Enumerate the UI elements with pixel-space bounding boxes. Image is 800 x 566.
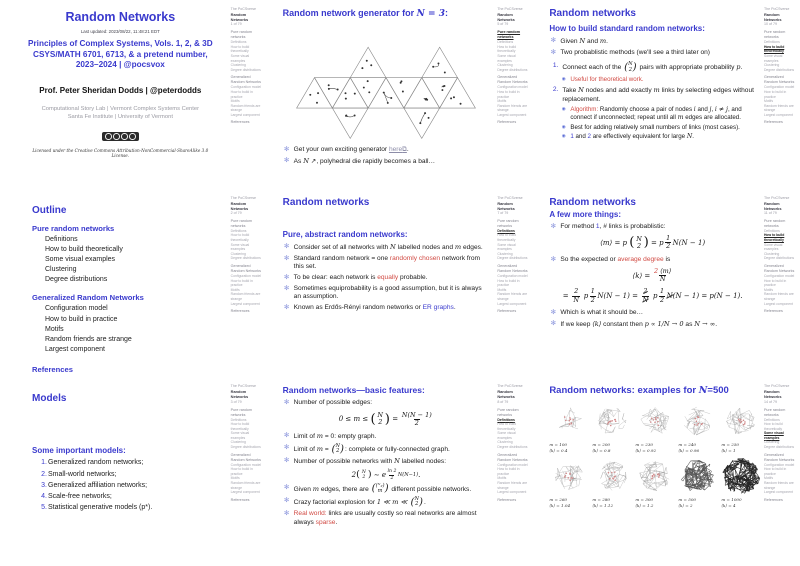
network-examples-grid: [549, 401, 758, 507]
slide-heading: Random network generator for N = 3:: [282, 8, 448, 19]
list-item-text: Connect each of the ( N 2 ) pairs with appropriate probability p.: [562, 61, 743, 73]
sidebar-nav-item[interactable]: Some visual examples: [497, 431, 516, 440]
bullet-text: Two probablistic methods (we'll see a third later on): [560, 48, 710, 56]
sidebar-nav-item[interactable]: Configuration model: [230, 462, 262, 467]
model-item[interactable]: Small-world networks;: [48, 470, 117, 478]
flower-bullet-icon: ✻: [283, 483, 290, 491]
sidebar-nav-item[interactable]: Configuration model: [497, 462, 528, 467]
sidebar-nav-item[interactable]: Degree distributions: [230, 67, 261, 72]
equation-mean-links: ⟨m⟩ = p ( N 2 ) = p $\frac{1}{2}$ N(N − 1): [600, 234, 706, 251]
sidebar-nav-item[interactable]: How to build in practice: [497, 89, 520, 99]
sidebar-nav-item[interactable]: Motifs: [763, 476, 774, 481]
bullet-text: Which is what it should be…: [560, 308, 644, 316]
thumb-label-k: ⟨k⟩ = 0.92: [635, 448, 657, 454]
sidebar-page-number: 10 of 79: [763, 22, 777, 27]
sidebar-section[interactable]: References: [230, 497, 250, 502]
list-number: 2.: [41, 470, 47, 478]
slide-subheading: A few more things:: [549, 209, 622, 219]
sidebar-nav-item[interactable]: Some visual examples: [230, 431, 250, 440]
sidebar-page-number: 5 of 79: [497, 22, 509, 27]
sidebar-page-number: 14 of 79: [763, 399, 777, 404]
flower-bullet-icon: ✻: [283, 496, 290, 504]
sidebar-nav-item[interactable]: How to build theoretically: [763, 233, 785, 243]
course-line-2: CSYS/MATH 6701, 6713, & a pretend number,: [33, 49, 208, 59]
list-number: 4.: [41, 492, 47, 500]
model-item[interactable]: Scale-free networks;: [48, 492, 112, 500]
sidebar-section[interactable]: Generalized Random Networks: [230, 452, 261, 462]
thumb-label-k: ⟨k⟩ = 4: [721, 502, 736, 508]
cc-license-badge-icon[interactable]: [102, 132, 139, 142]
sidebar-nav-item[interactable]: How to build theoretically: [230, 233, 250, 243]
slide-definitions: [267, 189, 534, 378]
sidebar-nav-item[interactable]: Definitions: [497, 40, 514, 45]
sidebar-section[interactable]: Pure random networks: [230, 407, 252, 417]
sidebar-nav-item[interactable]: How to build in practice: [497, 278, 520, 288]
bullet-text: Given m edges, there are ( (ᴺ₂) m ) different possible networks.: [293, 482, 472, 495]
outline-item[interactable]: Largest component: [45, 345, 105, 353]
flower-bullet-icon: ✻: [550, 48, 557, 56]
sidebar-brand: The PoCSverse: [497, 384, 523, 389]
sidebar-nav-item[interactable]: Configuration model: [763, 273, 795, 278]
sidebar-nav-item[interactable]: Degree distributions: [230, 445, 261, 450]
sidebar-nav-item[interactable]: Clustering: [230, 440, 246, 445]
sidebar-nav-item[interactable]: Clustering: [497, 63, 513, 68]
sidebar-nav-item[interactable]: Degree distributions: [230, 256, 261, 261]
sidebar-deck-title: Random Networks: [230, 200, 249, 211]
sidebar-nav-item[interactable]: Degree distributions: [763, 256, 795, 261]
slide-heading: Random networks: [549, 8, 636, 19]
sidebar-nav-item[interactable]: Motifs: [497, 99, 507, 104]
sidebar-nav-item[interactable]: Configuration model: [230, 273, 262, 278]
sidebar-nav-item[interactable]: How to build theoretically: [763, 422, 783, 431]
sidebar-nav-item[interactable]: How to build in practice: [230, 467, 253, 476]
bullet-text: To be clear: each network is equally probable.: [293, 273, 428, 281]
sidebar-nav-item[interactable]: Clustering: [763, 440, 780, 445]
sidebar-nav-item[interactable]: How to build in practice: [230, 89, 253, 99]
sidebar-nav-item[interactable]: Some visual examples: [230, 242, 250, 252]
author: Prof. Peter Sheridan Dodds | @peterdodds: [39, 85, 202, 95]
network-thumbnail: [721, 401, 761, 453]
sidebar-nav-item[interactable]: Motifs: [230, 287, 240, 292]
sidebar-section[interactable]: Pure random networks: [497, 30, 521, 40]
sidebar-section[interactable]: References: [497, 497, 517, 502]
bullet-text: Given N and m.: [560, 37, 608, 45]
sub-bullet-text: Best for adding relatively small numbers of links (most cases).: [570, 123, 740, 131]
slide-heading: Random networks—basic features:: [282, 385, 425, 396]
nav-sidebar: [764, 7, 797, 125]
sidebar-page-number: 2 of 79: [230, 211, 242, 216]
slide-how-to-build: [533, 0, 800, 189]
sidebar-nav-item[interactable]: Random friends are strange: [497, 481, 528, 490]
sidebar-section[interactable]: Generalized Random Networks: [497, 264, 528, 273]
affiliation-line-2: Santa Fe Institute | University of Vermont: [67, 113, 173, 120]
sidebar-nav-item[interactable]: Definitions: [230, 40, 247, 45]
nav-sidebar: [231, 196, 264, 314]
sub-bullet-text: Useful for theoretical work.: [570, 75, 644, 83]
outline-item[interactable]: How to build in practice: [45, 315, 118, 323]
sidebar-nav-item[interactable]: Motifs: [763, 99, 774, 104]
network-thumbnail: [678, 401, 718, 453]
sub-bullet-icon: ◉: [561, 75, 566, 81]
sidebar-nav-item[interactable]: Clustering: [497, 440, 513, 445]
thumb-label-m: m = 240: [678, 442, 697, 448]
sidebar-nav-item[interactable]: How to build theoretically: [230, 44, 250, 54]
course-line-3: 2023–2024 | @pocsvox: [75, 60, 165, 70]
sidebar-brand: The PoCSverse: [497, 195, 523, 200]
outline-item[interactable]: Some visual examples: [45, 255, 116, 263]
sidebar-nav-item[interactable]: Definitions: [497, 228, 515, 233]
thumb-label-k: ⟨k⟩ = 1.04: [549, 502, 571, 508]
sidebar-nav-item[interactable]: How to build theoretically: [763, 44, 785, 54]
flower-bullet-icon: ✻: [283, 273, 290, 281]
flower-bullet-icon: ✻: [550, 37, 557, 44]
flower-bullet-icon: ✻: [283, 304, 290, 312]
sidebar-deck-title: Random Networks: [497, 389, 515, 400]
thumb-label-k: ⟨k⟩ = 2: [678, 502, 693, 508]
sidebar-page-number: 11 of 79: [763, 211, 777, 216]
bullet-text[interactable]: Get your own exciting generator here⧉.: [293, 146, 409, 153]
thumb-label-m: m = 300: [635, 496, 654, 502]
thumb-label-m: m = 1000: [721, 496, 742, 502]
thumb-label-k: ⟨k⟩ = 1.2: [635, 502, 654, 508]
model-item[interactable]: Generalized random networks;: [48, 459, 144, 467]
flower-bullet-icon: ✻: [283, 510, 290, 518]
sidebar-deck-title: Random Networks: [763, 200, 782, 211]
list-number: 1.: [41, 459, 47, 467]
bullet-text: Number of possible edges:: [293, 399, 373, 407]
sidebar-nav-item[interactable]: Configuration model: [230, 85, 262, 90]
slide-heading: Random networks: [282, 196, 370, 208]
network-thumbnail: [721, 456, 761, 508]
sidebar-section[interactable]: References: [230, 120, 250, 125]
sidebar-nav-item[interactable]: Largest component: [763, 112, 793, 117]
slide-heading: Outline: [32, 204, 67, 216]
list-number: 2.: [552, 86, 559, 94]
network-thumbnail: [635, 456, 675, 508]
sidebar-nav-item[interactable]: How to build in practice: [763, 278, 787, 288]
equation-possible-networks: 2 ( N 2 ) ∼ e $\frac{\ln 2}{2}$ N(N−1) .: [351, 468, 421, 481]
sidebar-nav-item[interactable]: Motifs: [230, 476, 240, 481]
bullet-text: Limit of m = 0: empty graph.: [293, 432, 377, 441]
sidebar-nav-item[interactable]: Largest component: [230, 490, 260, 495]
outline-item[interactable]: Random friends are strange: [45, 335, 132, 343]
sidebar-nav-item[interactable]: How to build theoretically: [230, 422, 250, 431]
sidebar-section[interactable]: References: [763, 120, 783, 125]
icosahedron-die-net-figure: [284, 24, 488, 142]
flower-bullet-icon: ✻: [283, 399, 290, 407]
sidebar-section[interactable]: Pure random networks: [763, 407, 786, 417]
network-thumbnail: [635, 401, 675, 453]
sidebar-section[interactable]: References: [497, 120, 517, 125]
flower-bullet-icon: ✻: [283, 444, 290, 452]
sidebar-nav-item[interactable]: Clustering: [497, 251, 513, 256]
slide-few-more-things: [533, 189, 800, 378]
sidebar-brand: The PoCSverse: [763, 384, 790, 389]
outline-item[interactable]: How to build theoretically: [45, 245, 123, 253]
sidebar-section[interactable]: Generalized Random Networks: [763, 264, 795, 273]
sidebar-nav-item[interactable]: Random friends are strange: [497, 103, 528, 113]
sidebar-section[interactable]: References: [763, 309, 783, 314]
bullet-text: Number of possible networks with N labelled nodes:: [293, 457, 447, 466]
outline-section[interactable]: Generalized Random Networks: [32, 293, 144, 303]
deck-title: Random Networks: [65, 10, 176, 24]
flower-bullet-icon: ✻: [550, 222, 557, 230]
sidebar-page-number: 8 of 79: [497, 399, 509, 404]
flower-bullet-icon: ✻: [283, 457, 290, 465]
thumb-label-m: m = 250: [721, 442, 740, 448]
sidebar-brand: The PoCSverse: [497, 7, 523, 11]
network-thumbnail: [549, 401, 589, 453]
sidebar-nav-item[interactable]: Random friends are strange: [763, 481, 794, 490]
thumb-label-m: m = 200: [592, 442, 611, 448]
last-updated: Last updated: 2023/08/22, 11:48:21 EDT: [80, 29, 160, 34]
license-text: Licensed under the Creative Commons Attribution-NonCommercial-ShareAlike 3.0 License.: [32, 147, 209, 158]
sidebar-nav-item[interactable]: Some visual examples: [763, 242, 783, 252]
sidebar-nav-item[interactable]: Degree distributions: [763, 445, 795, 450]
sidebar-nav-item[interactable]: Definitions: [763, 228, 780, 233]
sidebar-brand: The PoCSverse: [230, 384, 257, 389]
bullet-text: If we keep ⟨k⟩ constant then p ∝ 1/N → 0 as N → ∞.: [560, 319, 718, 328]
sidebar-deck-title: Random Networks: [497, 11, 515, 23]
sidebar-nav-item[interactable]: How to build in practice: [230, 278, 253, 288]
sidebar-nav-item[interactable]: Largest component: [497, 301, 527, 306]
sidebar-nav-item[interactable]: Definitions: [763, 40, 780, 45]
sidebar-section[interactable]: Generalized Random Networks: [497, 452, 528, 462]
sidebar-nav-item[interactable]: Random friends are strange: [763, 292, 794, 301]
bullet-text: Crazy factorial explosion for 1 ≪ m ≪ ( N 2 ) .: [293, 495, 426, 508]
model-item[interactable]: Statistical generative models (p*).: [48, 504, 153, 512]
sidebar-nav-item[interactable]: Some visual examples: [497, 53, 516, 63]
sidebar-nav-item[interactable]: Clustering: [763, 63, 780, 68]
sidebar-section[interactable]: References: [763, 497, 783, 502]
sub-bullet-text: 1 and 2 are effectively equivalent for large N.: [570, 133, 694, 141]
sidebar-nav-item[interactable]: Motifs: [763, 287, 774, 292]
sidebar-section[interactable]: Generalized Random Networks: [497, 75, 528, 85]
nav-sidebar: [497, 7, 530, 125]
sidebar-deck-title: Random Networks: [230, 11, 249, 23]
flower-bullet-icon: ✻: [550, 319, 557, 327]
network-thumbnail: [678, 456, 718, 508]
models-subheading: Some important models:: [32, 446, 126, 456]
nav-sidebar: [231, 7, 264, 125]
thumb-label-m: m = 280: [592, 496, 611, 502]
sidebar-nav-item[interactable]: Degree distributions: [763, 67, 795, 72]
course-line-1: Principles of Complex Systems, Vols. 1, 2, & 3D: [28, 39, 213, 48]
slide-title-page: [0, 0, 267, 189]
sidebar-nav-item[interactable]: How to build in practice: [763, 89, 787, 99]
sidebar-brand: The PoCSverse: [763, 7, 790, 11]
sidebar-nav-item[interactable]: Random friends are strange: [230, 481, 261, 490]
bullet-text: As N ↗, polyhedral die rapidly becomes a ball…: [293, 156, 436, 165]
slide-basic-features: [267, 377, 534, 566]
thumb-label-m: m = 260: [549, 496, 568, 502]
network-thumbnail: [592, 401, 632, 453]
sidebar-deck-title: Random Networks: [763, 11, 782, 23]
sidebar-section[interactable]: Generalized Random Networks: [763, 75, 795, 85]
flower-bullet-icon: ✻: [283, 242, 290, 250]
list-item-text: Take N nodes and add exactly m links by selecting edges without replacement.: [562, 86, 754, 103]
bullet-text: Standard random network = one randomly chosen network from this set.: [293, 254, 481, 271]
slide-heading: Random networks: [549, 196, 636, 208]
sidebar-nav-item[interactable]: Configuration model: [763, 85, 795, 90]
sidebar-nav-item[interactable]: Largest component: [230, 112, 260, 117]
bullet-text: So the expected or average degree is: [560, 255, 671, 263]
sidebar-nav-item[interactable]: Clustering: [230, 251, 246, 256]
sidebar-nav-item[interactable]: How to build theoretically: [497, 422, 516, 431]
sidebar-nav-item[interactable]: Largest component: [763, 490, 793, 495]
sidebar-nav-item[interactable]: Some visual examples: [763, 431, 784, 440]
sidebar-section[interactable]: Generalized Random Networks: [763, 452, 795, 462]
thumb-label-m: m = 500: [678, 496, 697, 502]
flower-bullet-icon: ✻: [550, 308, 557, 316]
sidebar-section[interactable]: Pure random networks: [497, 407, 519, 417]
sidebar-nav-item[interactable]: Definitions: [230, 228, 247, 233]
thumb-label-k: ⟨k⟩ = 0.96: [678, 448, 700, 454]
list-number: 1.: [552, 62, 559, 70]
flower-bullet-icon: ✻: [283, 254, 290, 262]
sidebar-nav-item[interactable]: Degree distributions: [497, 445, 528, 450]
sidebar-section[interactable]: Generalized Random Networks: [230, 75, 261, 85]
sidebar-nav-item[interactable]: Definitions: [497, 417, 515, 422]
sidebar-nav-item[interactable]: How to build in practice: [497, 467, 520, 476]
sidebar-nav-item[interactable]: Random friends are strange: [230, 103, 261, 113]
sidebar-nav-item[interactable]: How to build in practice: [763, 467, 787, 476]
sidebar-deck-title: Random Networks: [230, 389, 249, 400]
sidebar-page-number: 7 of 79: [497, 211, 509, 216]
slide-examples-n500: [533, 377, 800, 566]
nav-sidebar: [764, 196, 797, 314]
outline-item[interactable]: Definitions: [45, 235, 78, 243]
sidebar-nav-item[interactable]: How to build theoretically: [497, 233, 516, 243]
thumb-label-m: m = 100: [549, 442, 568, 448]
outline-item[interactable]: Motifs: [45, 325, 64, 333]
equation-degree-derivation: = $\frac{2}{N}$ p $\frac{1}{2}$ N(N − 1) = $\frac{2}{N}$ p $\frac{1}{2}$ N (N − 1) = p(N − 1).: [562, 287, 743, 304]
slide-heading: Models: [32, 393, 67, 405]
thumb-label-k: ⟨k⟩ = 1.12: [592, 502, 614, 508]
slide-subheading: How to build standard random networks:: [549, 24, 705, 33]
network-thumbnail: [592, 456, 632, 508]
sidebar-page-number: 3 of 79: [230, 399, 242, 404]
sidebar-section[interactable]: Pure random networks: [763, 218, 786, 228]
sidebar-nav-item[interactable]: Motifs: [497, 476, 507, 481]
sub-bullet-text: Algorithm: Randomly choose a pair of nodes i and j, i ≠ j, and connect if unconnected; repeat until all m edges are allocated.: [570, 106, 742, 122]
sidebar-deck-title: Random Networks: [763, 389, 782, 400]
outline-references[interactable]: References: [32, 365, 73, 375]
sidebar-nav-item[interactable]: Motifs: [497, 287, 507, 292]
thumb-label-k: ⟨k⟩ = 1: [721, 448, 736, 454]
affiliation-line-1: Computational Story Lab | Vermont Complex Systems Center: [41, 105, 200, 112]
sidebar-nav-item[interactable]: Random friends are strange: [230, 292, 261, 301]
outline-section[interactable]: Pure random networks: [32, 223, 115, 233]
bullet-text: Consider set of all networks with N labelled nodes and m edges.: [293, 242, 483, 251]
sidebar-nav-item[interactable]: Clustering: [230, 63, 246, 68]
nav-sidebar: [764, 384, 797, 502]
bullet-text: Real world: links are usually costly so real networks are almost always sparse.: [293, 510, 477, 526]
bullet-text: Sometimes equiprobability is a good assumption, but it is always an assumption.: [293, 284, 482, 301]
sidebar-nav-item[interactable]: Definitions: [230, 417, 247, 422]
sidebar-section[interactable]: Pure random networks: [230, 218, 252, 228]
sidebar-section[interactable]: Pure random networks: [230, 30, 252, 40]
slide-heading: Random networks: examples for N=500: [549, 385, 729, 397]
sidebar-nav-item[interactable]: Largest component: [497, 112, 527, 117]
bullet-text: Limit of m = ( N 2 ) : complete or fully-connected graph.: [293, 443, 450, 455]
thumb-label-m: m = 230: [635, 442, 654, 448]
flower-bullet-icon: ✻: [283, 156, 290, 164]
sidebar-nav-item[interactable]: Random friends are strange: [497, 292, 528, 301]
sidebar-nav-item[interactable]: Definitions: [763, 417, 780, 422]
nav-sidebar: [497, 384, 530, 502]
flower-bullet-icon: ✻: [283, 284, 290, 292]
slide-subheading: Pure, abstract random networks:: [282, 229, 408, 239]
sidebar-nav-item[interactable]: Some visual examples: [763, 53, 783, 63]
sidebar-deck-title: Random Networks: [497, 200, 515, 211]
sidebar-section[interactable]: Pure random networks: [763, 30, 786, 40]
network-thumbnail: [549, 456, 589, 508]
slide-outline: [0, 189, 267, 378]
equation-average-degree: ⟨k⟩ = $\frac{2 ⟨m⟩}{N}$: [632, 266, 672, 284]
sidebar-brand: The PoCSverse: [230, 195, 257, 200]
flower-bullet-icon: ✻: [283, 146, 290, 153]
flower-bullet-icon: ✻: [283, 432, 290, 440]
sidebar-nav-item[interactable]: Largest component: [230, 301, 260, 306]
sidebar-nav-item[interactable]: Configuration model: [763, 462, 795, 467]
outline-item[interactable]: Configuration model: [45, 305, 108, 313]
nav-sidebar: [497, 196, 530, 314]
sidebar-nav-item[interactable]: How to build theoretically: [497, 44, 516, 54]
sub-bullet-icon: ◉: [561, 133, 566, 139]
sidebar-nav-item[interactable]: Largest component: [763, 301, 793, 306]
thumb-label-k: ⟨k⟩ = 0.8: [592, 448, 611, 454]
outline-item[interactable]: Degree distributions: [45, 276, 108, 284]
model-item[interactable]: Generalized affiliation networks;: [48, 481, 148, 489]
slide-generator: [267, 0, 534, 189]
sidebar-nav-item[interactable]: Random friends are strange: [763, 103, 794, 113]
equation-possible-edges: 0 ≤ m ≤ ( N 2 ) = $\frac{N(N - 1)}{2}$: [338, 410, 432, 427]
thumb-label-k: ⟨k⟩ = 0.4: [549, 448, 568, 454]
sidebar-section[interactable]: References: [497, 309, 517, 314]
sub-bullet-icon: ◉: [561, 106, 566, 112]
sidebar-nav-item[interactable]: Largest component: [497, 490, 527, 495]
outline-item[interactable]: Clustering: [45, 266, 77, 274]
bullet-text: For method 1, # links is probablistic:: [560, 222, 666, 230]
sidebar-brand: The PoCSverse: [230, 7, 257, 11]
sidebar-section[interactable]: Pure random networks: [497, 218, 519, 228]
sidebar-brand: The PoCSverse: [763, 195, 790, 200]
sidebar-nav-item[interactable]: Some visual examples: [497, 242, 516, 252]
sidebar-nav-item[interactable]: Configuration model: [497, 85, 528, 90]
sidebar-nav-item[interactable]: Degree distributions: [497, 256, 528, 261]
list-number: 3.: [41, 481, 47, 489]
list-number: 5.: [41, 504, 47, 512]
sidebar-nav-item[interactable]: Motifs: [230, 99, 240, 104]
sidebar-nav-item[interactable]: Clustering: [763, 251, 780, 256]
slide-models: [0, 377, 267, 566]
sidebar-nav-item[interactable]: Some visual examples: [230, 53, 250, 63]
sidebar-nav-item[interactable]: Configuration model: [497, 273, 528, 278]
bullet-text[interactable]: Known as Erdős-Rényi random networks or ER graphs.: [293, 304, 456, 312]
flower-bullet-icon: ✻: [550, 255, 557, 263]
sidebar-page-number: 1 of 79: [230, 22, 242, 27]
sidebar-section[interactable]: Generalized Random Networks: [230, 264, 261, 273]
nav-sidebar: [231, 384, 264, 502]
sub-bullet-icon: ◉: [561, 123, 566, 129]
sidebar-section[interactable]: References: [230, 309, 250, 314]
sidebar-nav-item[interactable]: Degree distributions: [497, 67, 528, 72]
